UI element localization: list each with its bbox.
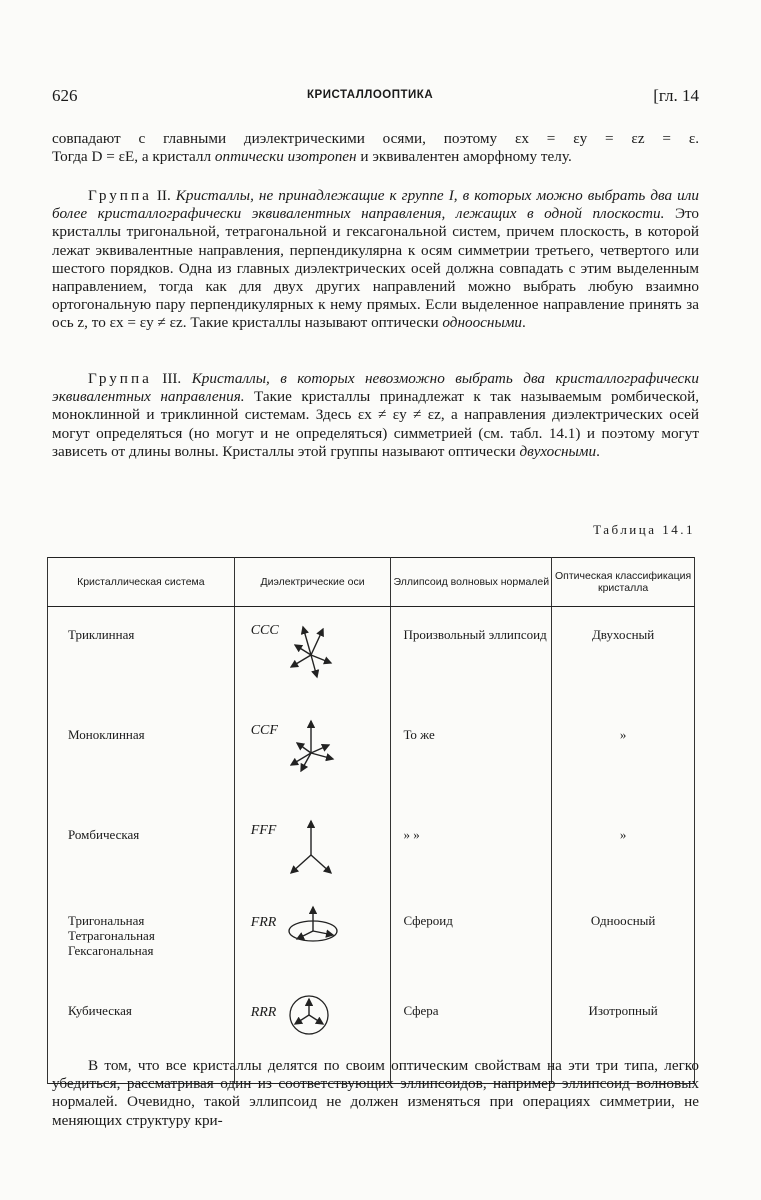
header-ellipsoid: Эллипсоид волновых нормалей [391,558,552,607]
cell-ellipsoid: Произвольный эллипсоид [391,607,552,708]
group-3-text: Такие кристаллы принадлежат к так называемым ромбической, моноклинной и триклинной системам. Здесь εx ≠ εy ≠ εz, а направления диэлектрических осей могут определяться (но могут и не определяться) симметрией (см. табл. 14.1) и поэтому могут зависеть от длины волны. Кристаллы этой группы называют оптически [52,388,699,460]
cell-system: Ромбическая [48,807,235,907]
sphere-axes-icon [283,991,343,1047]
table-row [48,907,695,993]
group-3-definition: Кристаллы, в которых невозможно выбрать два кристаллографически эквивалентных направления. [52,370,699,406]
running-title: КРИСТАЛЛООПТИКА [307,89,434,101]
bottom-text: В том, что все кристаллы делятся по своим оптическим свойствам на эти три типа, легко убедиться, рассматривая один из соответствующих эллипсоидов, например эллипсоид волновых нормалей. Очевидно, такой эллипсоид не должен изменяться при операциях симметрии, не меняющих структуру кри- [52,1057,699,1129]
cell-system: Моноклинная [48,707,235,807]
cell-class: Изотропный [552,993,695,1084]
cell-class: » [552,807,695,907]
cell-class: » [552,707,695,807]
paragraph-bottom [52,1057,699,1130]
chapter-label: [гл. 14 [653,86,699,105]
group-3-label: Группа [88,370,152,387]
crystal-table [47,557,695,1084]
axes-symbol: RRR [250,1005,277,1020]
cell-system: Кубическая [48,993,235,1084]
cell-ellipsoid: То же [391,707,552,807]
cell-system: Тригональная Тетрагональная Гексагональная [48,907,235,993]
header-system: Кристаллическая система [48,558,235,607]
monoclinic-axes-icon [283,713,343,783]
cell-axes [234,707,391,807]
header-axes: Диэлектрические оси [234,558,391,607]
page-header [52,86,699,108]
axes-symbol: FFF [250,823,277,838]
paragraph-group-2: Группа II. Кристаллы, не принадлежащие к группе I, в которых можно выбрать два или более кристаллографически эквивалентных направления, лежащих в одной плоскости. Это кристаллы тригональной, тетрагональной и гексагональной систем, причем плоскость, в которой лежат эквивалентные направления, перпендикулярна к осям симметрии третьего, четвертого или шестого порядков. Одна из главных диэлектрических осей должна совпадать с этим выделенным направлением, тогда как для двух других направлений можно выбрать любую взаимно ортогональную пару перпендикулярных к нему прямых. Если выделенное направление принять за ось z, то εx = εy ≠ εz. Такие кристаллы называют оптически одноосными. [52,187,699,332]
cell-system: Триклинная [48,607,235,708]
table-row [48,707,695,807]
cell-axes [234,907,391,993]
group-2-text: Это кристаллы тригональной, тетрагональной и гексагональной систем, причем плоскость, в которой лежат эквивалентные направления, перпендикулярна к осям симметрии третьего, четвертого или шестого порядков. Одна из главных диэлектрических осей должна совпадать с этим выделенным направлением, тогда как для двух других направлений можно выбрать любую взаимно ортогональную пару перпендикулярных к нему прямых. Если выделенное направление принять за ось z, то εx = εy ≠ εz. Такие кристаллы называют оптически [52,205,699,332]
table-row [48,807,695,907]
cell-ellipsoid: Сфера [391,993,552,1084]
triclinic-axes-icon [283,613,343,683]
intro-line-2: Тогда D = εE, а кристалл оптически изотропен и эквивалентен аморфному телу. [52,148,572,166]
table-header-row [48,558,695,607]
axes-symbol: CCF [250,723,278,738]
group-2-label: Группа [88,187,152,204]
axes-symbol: CCC [250,623,279,638]
orthorhombic-axes-icon [283,813,343,883]
paragraph-group-3: Группа III. Кристаллы, в которых невозможно выбрать два кристаллографически эквивалентных направления. Такие кристаллы принадлежат к так называемым ромбической, моноклинной и триклинной системам. Здесь εx ≠ εy ≠ εz, а направления диэлектрических осей могут определяться (но могут и не определяться) симметрией (см. табл. 14.1) и поэтому могут зависеть от длины волны. Кристаллы этой группы называют оптически двухосными. [52,370,699,460]
cell-ellipsoid: » » [391,807,552,907]
group-2-definition: Кристаллы, не принадлежащие к группе I, в которых можно выбрать два или более кристаллографически эквивалентных направления, лежащих в одной плоскости. [52,187,699,223]
cell-axes [234,807,391,907]
intro-line-1: совпадают с главными диэлектрическими осями, поэтому εx = εy = εz = ε. [52,130,699,147]
table-caption: Таблица 14.1 [593,522,695,537]
axes-symbol: FRR [250,915,277,930]
page-number: 626 [52,86,78,105]
table-row [48,607,695,708]
paragraph-intro [52,130,699,166]
cell-axes [234,607,391,708]
spheroid-axes-icon [283,899,343,959]
cell-class: Двухосный [552,607,695,708]
header-classification: Оптическая классификация кристалла [552,558,695,607]
cell-class: Одноосный [552,907,695,993]
cell-ellipsoid: Сфероид [391,907,552,993]
